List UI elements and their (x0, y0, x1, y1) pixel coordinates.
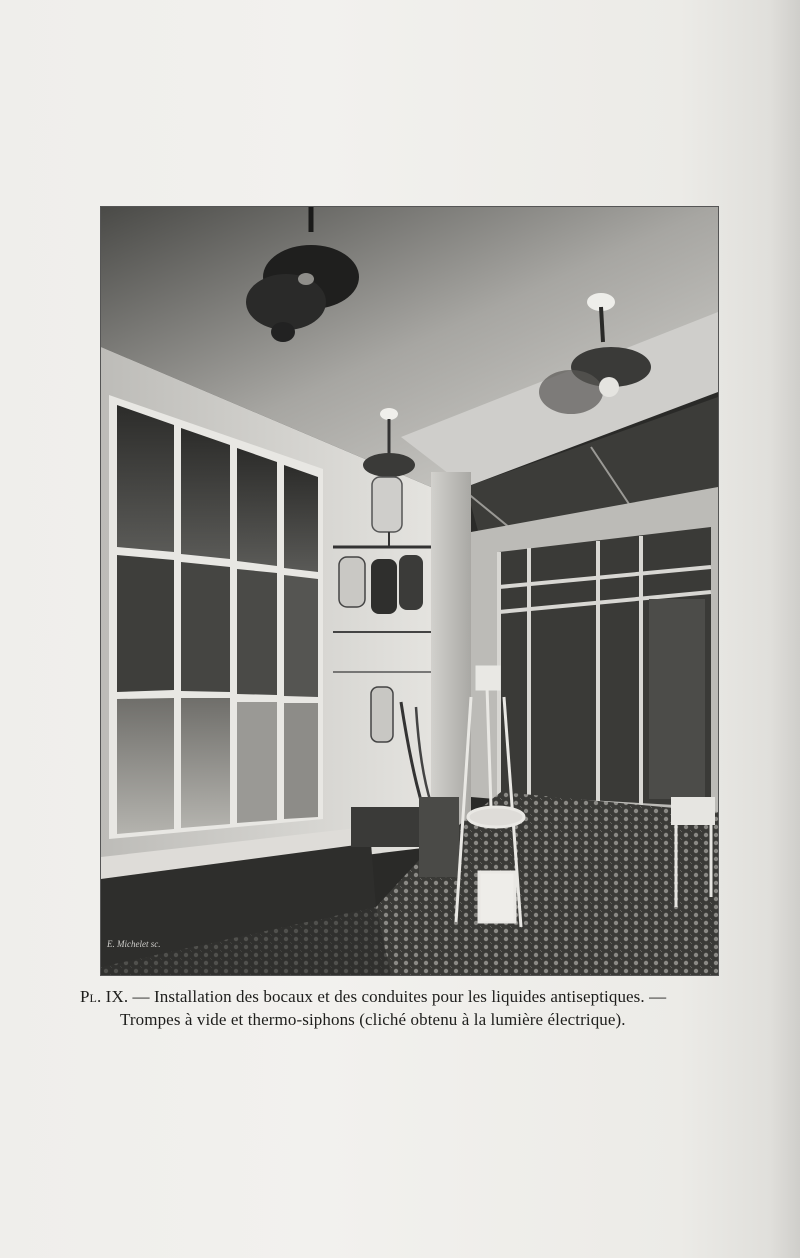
operating-room-illustration (101, 207, 718, 975)
caption-line-2: Trompes à vide et thermo-siphons (cliché obtenu à la lumière électrique). (120, 1010, 626, 1029)
plate-caption (80, 985, 740, 1031)
plate-number: Pl. IX. (80, 987, 129, 1006)
page-gutter-shadow (770, 0, 800, 1258)
caption-text-1: — Installation des bocaux et des conduites pour les liquides antiseptiques. — (132, 987, 667, 1006)
plate-photograph (101, 207, 718, 975)
engraver-signature: E. Michelet sc. (107, 939, 161, 949)
caption-line-1 (80, 985, 740, 1008)
left-window-panes (117, 405, 318, 834)
